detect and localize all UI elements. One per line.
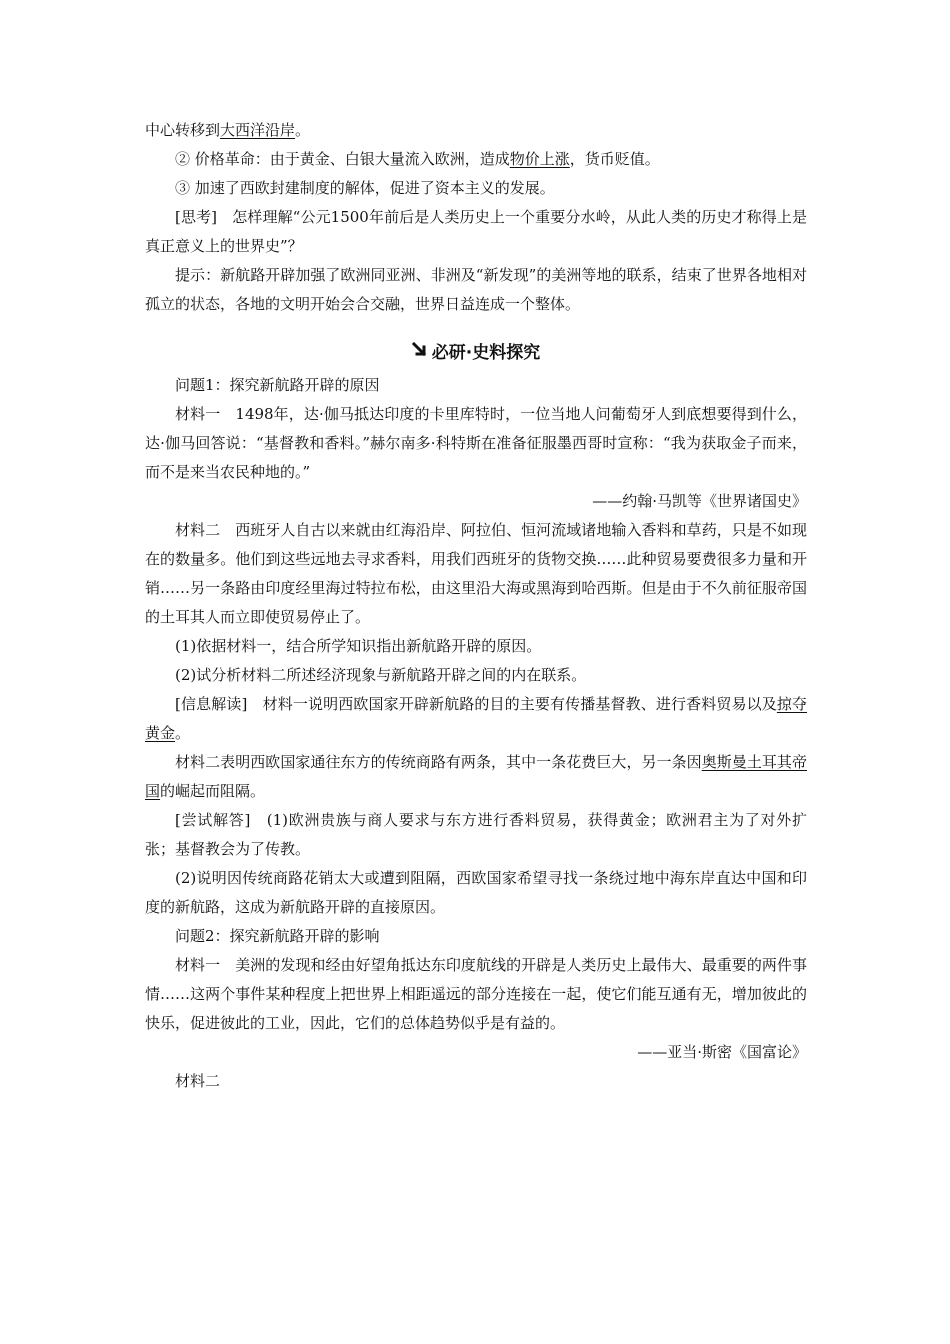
underlined-answer: 物价上涨 — [509, 150, 570, 168]
underlined-answer: 大西洋沿岸 — [220, 121, 296, 139]
material-3-source: ——亚当·斯密《国富论》 — [637, 1043, 807, 1061]
paragraph-center-shift: 中心转移到大西洋沿岸。 — [145, 121, 311, 139]
paragraph-hint: 提示：新航路开辟加强了欧洲同亚洲、非洲及“新发现”的美洲等地的联系，结束了世界各地相对孤立的状态，各地的文明开始会合交融，世界日益连成一个整体。 — [145, 266, 807, 313]
paragraph-think: [思考] 怎样理解“公元1500年前后是人类历史上一个重要分水岭，从此人类的历史才称得上是真正意义上的世界史”？ — [145, 208, 807, 255]
question-1-part-1: (1)依据材料一，结合所学知识指出新航路开辟的原因。 — [175, 637, 542, 655]
material-4: 材料二 — [175, 1072, 221, 1090]
arrow-icon — [412, 337, 428, 369]
material-1: 材料一 1498年，达·伽马抵达印度的卡里库特时，一位当地人问葡萄牙人到底想要得到什么，达·伽马回答说：“基督教和香料。”赫尔南多·科特斯在准备征服墨西哥时宣称：“我为获取金子而来，而不是来当农民种地的。” — [145, 405, 807, 481]
material-2: 材料二 西班牙人自古以来就由红海沿岸、阿拉伯、恒河流域诸地输入香料和草药，只是不如现在的数量多。他们到这些远地去寻求香料，用我们西班牙的货物交换……此种贸易要费很多力量和开销……另一条路由印度经里海过特拉布松，由这里沿大海或黑海到哈西斯。但是由于不久前征服帝国的土耳其人而立即使贸易停止了。 — [145, 521, 807, 626]
paragraph-feudal-decline: ③ 加速了西欧封建制度的解体，促进了资本主义的发展。 — [175, 179, 555, 197]
paragraph-price-revolution: ② 价格革命：由于黄金、白银大量流入欧洲，造成物价上涨，货币贬值。 — [175, 150, 660, 168]
underlined-answer: 奥斯曼土耳其帝国 — [145, 753, 807, 800]
question-2: 问题2：探究新航路开辟的影响 — [175, 927, 380, 945]
document-page — [145, 116, 807, 1096]
underlined-answer: 掠夺黄金 — [145, 695, 807, 742]
section-title: 必研·史料探究 — [431, 343, 541, 363]
attempt-answer-1: [尝试解答] (1)欧洲贵族与商人要求与东方进行香料贸易，获得黄金；欧洲君主为了对外扩张；基督教会为了传教。 — [145, 811, 807, 858]
info-reading-1: [信息解读] 材料一说明西欧国家开辟新航路的目的主要有传播基督教、进行香料贸易以及掠夺黄金。 — [145, 695, 807, 742]
material-1-source: ——约翰·马凯等《世界诸国史》 — [592, 492, 807, 510]
material-3: 材料一 美洲的发现和经由好望角抵达东印度航线的开辟是人类历史上最伟大、最重要的两件事情……这两个事件某种程度上把世界上相距遥远的部分连接在一起，使它们能互通有无，增加彼此的快乐，促进彼此的工业，因此，它们的总体趋势似乎是有益的。 — [145, 956, 807, 1032]
question-1: 问题1：探究新航路开辟的原因 — [175, 376, 380, 394]
question-1-part-2: (2)试分析材料二所述经济现象与新航路开辟之间的内在联系。 — [175, 666, 587, 684]
attempt-answer-2: (2)说明因传统商路花销太大或遭到阻隔，西欧国家希望寻找一条绕过地中海东岸直达中国和印度的新航路，这成为新航路开辟的直接原因。 — [145, 869, 807, 916]
info-reading-2: 材料二表明西欧国家通往东方的传统商路有两条，其中一条花费巨大，另一条因奥斯曼土耳其帝国的崛起而阻隔。 — [145, 753, 807, 800]
section-heading — [145, 337, 807, 369]
